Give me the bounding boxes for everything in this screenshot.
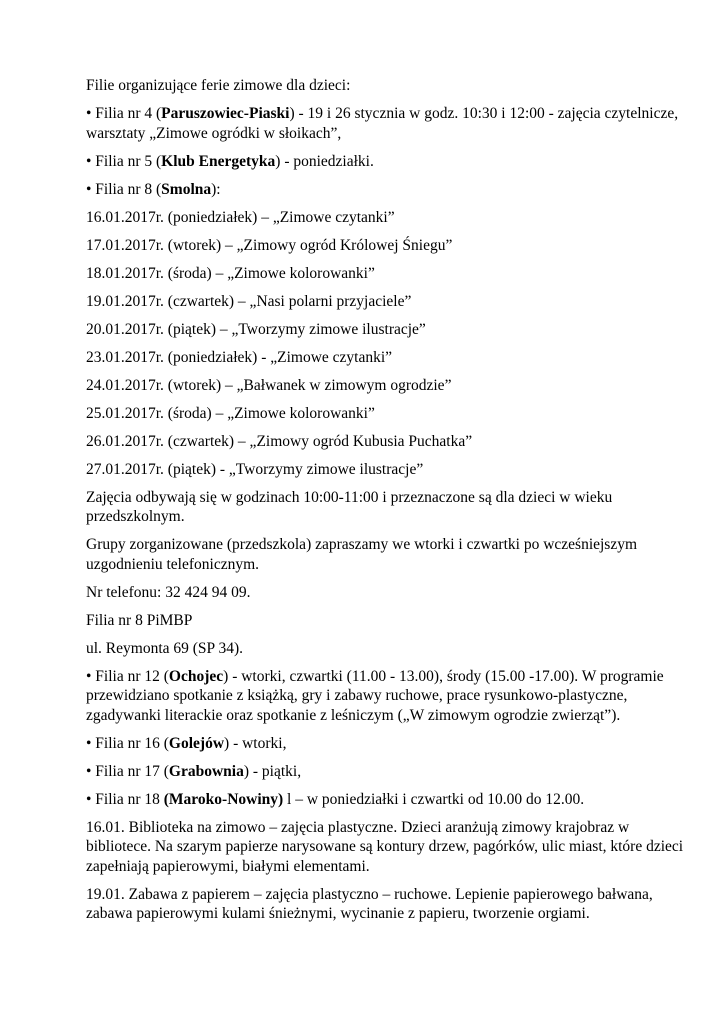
schedule-line: 20.01.2017r. (piątek) – „Tworzymy zimowe ilustracje” bbox=[86, 320, 426, 338]
filia-5-details: ) - poniedziałki. bbox=[275, 152, 374, 170]
filia-5-item bbox=[86, 152, 686, 172]
filia-4-prefix: • Filia nr 4 ( bbox=[86, 105, 162, 122]
schedule-line: 25.01.2017r. (środa) – „Zimowe kolorowanki” bbox=[86, 404, 375, 422]
filia-5-prefix: • Filia nr 5 ( bbox=[86, 152, 162, 170]
schedule-line: 18.01.2017r. (środa) – „Zimowe kolorowanki” bbox=[86, 264, 375, 282]
filia-16-details: ) - wtorki, bbox=[224, 734, 287, 752]
filia-12-details: ) - wtorki, czwartki (11.00 - 13.00), środy (15.00 -17.00). W programie przewidziano spotkanie z książką, gry i zabawy ruchowe, prace rysunkowo-plastyczne, zgadywanki literackie oraz spotkanie z leśniczym („W zimowym ogrodzie zwierząt”). bbox=[86, 667, 664, 724]
groups-note: Grupy zorganizowane (przedszkola) zapraszamy we wtorki i czwartki po wcześniejszym uzgodnieniu telefonicznym. bbox=[86, 536, 638, 573]
phone-number: Nr telefonu: 32 424 94 09. bbox=[86, 583, 251, 601]
filia-17-prefix: • Filia nr 17 ( bbox=[86, 762, 169, 780]
filia-16-prefix: • Filia nr 16 ( bbox=[86, 734, 169, 752]
filia-17-name: Grabownia bbox=[168, 762, 244, 780]
hours-note: Zajęcia odbywają się w godzinach 10:00-11:00 i przeznaczone są dla dzieci w wieku przedszkolnym. bbox=[86, 488, 613, 525]
filia-4-item bbox=[86, 104, 686, 143]
intro-paragraph: Filie organizujące ferie zimowe dla dzieci: bbox=[86, 77, 351, 94]
schedule-line: 26.01.2017r. (czwartek) – „Zimowy ogród Kubusia Puchatka” bbox=[86, 432, 473, 450]
filia-8-item bbox=[86, 180, 686, 200]
filia-5-name: Klub Energetyka bbox=[161, 152, 276, 170]
filia-8-prefix: • Filia nr 8 ( bbox=[86, 180, 162, 198]
filia-4-details: ) - 19 i 26 stycznia w godz. 10:30 i 12:00 - zajęcia czytelnicze, warsztaty „Zimowe ogródki w słoikach”, bbox=[86, 105, 679, 142]
filia-18-prefix: • Filia nr 18 bbox=[86, 790, 164, 808]
filia-4-name: Paruszowiec-Piaski bbox=[161, 105, 290, 122]
event-16-01: 16.01. Biblioteka na zimowo – zajęcia plastyczne. Dzieci aranżują zimowy krajobraz w bibliotece. Na szarym papierze narysowane są kontury drzew, pagórków, ulic miast, które dzieci zapełniają papierowymi, białymi elementami. bbox=[86, 818, 684, 875]
filia-8-pimbp: Filia nr 8 PiMBP bbox=[86, 611, 193, 629]
document-page bbox=[86, 76, 686, 932]
schedule-line: 27.01.2017r. (piątek) - „Tworzymy zimowe ilustracje” bbox=[86, 460, 424, 478]
address-line: ul. Reymonta 69 (SP 34). bbox=[86, 639, 244, 657]
filia-18-name: (Maroko-Nowiny) bbox=[163, 790, 284, 808]
filia-18-details: l – w poniedziałki i czwartki od 10.00 do 12.00. bbox=[283, 790, 585, 808]
filia-12-prefix: • Filia nr 12 ( bbox=[86, 667, 169, 685]
filia-17-details: ) - piątki, bbox=[243, 762, 302, 780]
filia-8-details: ): bbox=[211, 180, 221, 198]
schedule-line: 17.01.2017r. (wtorek) – „Zimowy ogród Królowej Śniegu” bbox=[86, 236, 453, 254]
filia-17-item bbox=[86, 762, 686, 782]
schedule-line: 23.01.2017r. (poniedziałek) - „Zimowe czytanki” bbox=[86, 348, 393, 366]
event-19-01: 19.01. Zabawa z papierem – zajęcia plastyczno – ruchowe. Lepienie papierowego bałwana, zabawa papierowymi kulami śnieżnymi, wycinanie z papieru, tworzenie orgiami. bbox=[86, 885, 653, 922]
filia-12-name: Ochojec bbox=[168, 667, 224, 685]
schedule-line: 19.01.2017r. (czwartek) – „Nasi polarni przyjaciele” bbox=[86, 292, 412, 310]
filia-16-item bbox=[86, 734, 686, 754]
schedule-line: 24.01.2017r. (wtorek) – „Bałwanek w zimowym ogrodzie” bbox=[86, 376, 452, 394]
filia-16-name: Golejów bbox=[168, 734, 225, 752]
schedule-line: 16.01.2017r. (poniedziałek) – „Zimowe czytanki” bbox=[86, 208, 395, 226]
filia-12-item bbox=[86, 667, 686, 726]
filia-8-name: Smolna bbox=[161, 180, 212, 198]
filia-18-item bbox=[86, 790, 686, 810]
